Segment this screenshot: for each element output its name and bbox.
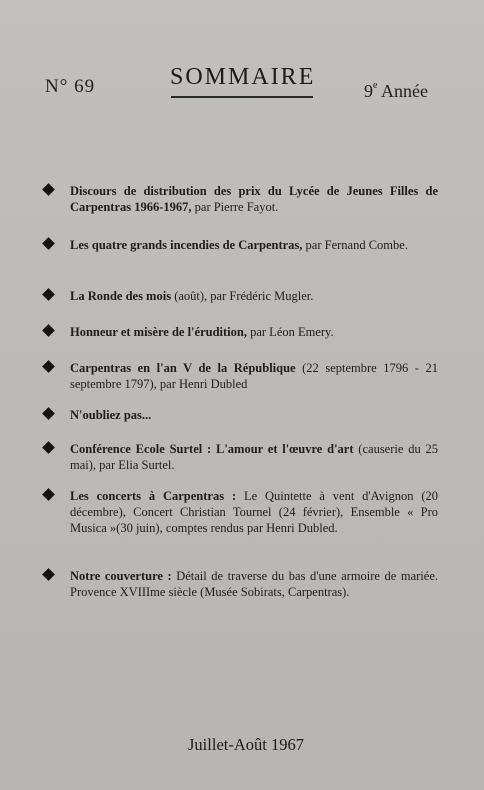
entry-title: Carpentras en l'an V de la République	[70, 361, 296, 375]
year-prefix: 9	[364, 81, 373, 101]
diamond-bullet-icon	[42, 237, 55, 250]
entry-detail: (causerie du 25 mai), par Elia Surtel.	[70, 442, 439, 472]
diamond-bullet-icon	[42, 288, 55, 301]
entry-text	[70, 360, 438, 392]
entry-text	[70, 441, 438, 473]
entry-text	[70, 183, 438, 215]
issue-number: N° 69	[45, 76, 96, 97]
entry-text	[70, 488, 438, 536]
entry-detail: Détail de traverse du bas d'une armoire de mariée. Provence XVIIIme siècle (Musée Sobirats, Carpentras).	[70, 569, 438, 599]
entry-text	[70, 237, 438, 253]
diamond-bullet-icon	[42, 360, 55, 373]
entry-detail: par Fernand Combe.	[302, 238, 408, 252]
diamond-bullet-icon	[42, 183, 55, 196]
entry-title: Notre couverture :	[70, 569, 172, 583]
year-label	[364, 81, 428, 102]
diamond-bullet-icon	[42, 407, 55, 420]
diamond-bullet-icon	[42, 441, 55, 454]
entry-text	[70, 288, 438, 304]
entry-detail: par Pierre Fayot.	[191, 200, 279, 214]
entry-text	[70, 407, 438, 423]
entry-title: La Ronde des mois	[70, 289, 172, 303]
entry-title: Conférence Ecole Surtel : L'amour et l'œuvre d'art	[70, 442, 354, 456]
year-superscript: e	[373, 80, 378, 91]
title-underline	[171, 96, 313, 98]
year-suffix: Année	[377, 81, 428, 101]
entry-detail: (août), par Frédéric Mugler.	[171, 289, 314, 303]
page-title: SOMMAIRE	[170, 64, 316, 90]
entry-detail: par Léon Emery.	[246, 325, 334, 339]
entry-title: N'oubliez pas...	[70, 408, 152, 422]
entry-title: Les concerts à Carpentras :	[70, 489, 237, 503]
diamond-bullet-icon	[42, 488, 55, 501]
diamond-bullet-icon	[42, 324, 55, 337]
entry-title: Discours de distribution des prix du Lycée de Jeunes Filles de Carpentras 1966-1967,	[70, 184, 438, 214]
issue-date: Juillet-Août 1967	[188, 735, 304, 754]
entry-text	[70, 568, 438, 600]
entry-title: Honneur et misère de l'érudition,	[70, 325, 247, 339]
entry-text	[70, 324, 438, 340]
entry-title: Les quatre grands incendies de Carpentras,	[70, 238, 303, 252]
entry-detail: Le Quintette à vent d'Avignon (20 décembre), Concert Christian Tournel (24 février), Ensemble « Pro Musica »(30 juin), comptes rendus par Henri Dubled.	[70, 489, 438, 535]
entry-detail: (22 septembre 1796 - 21 septembre 1797), par Henri Dubled	[70, 361, 438, 391]
diamond-bullet-icon	[42, 568, 55, 581]
